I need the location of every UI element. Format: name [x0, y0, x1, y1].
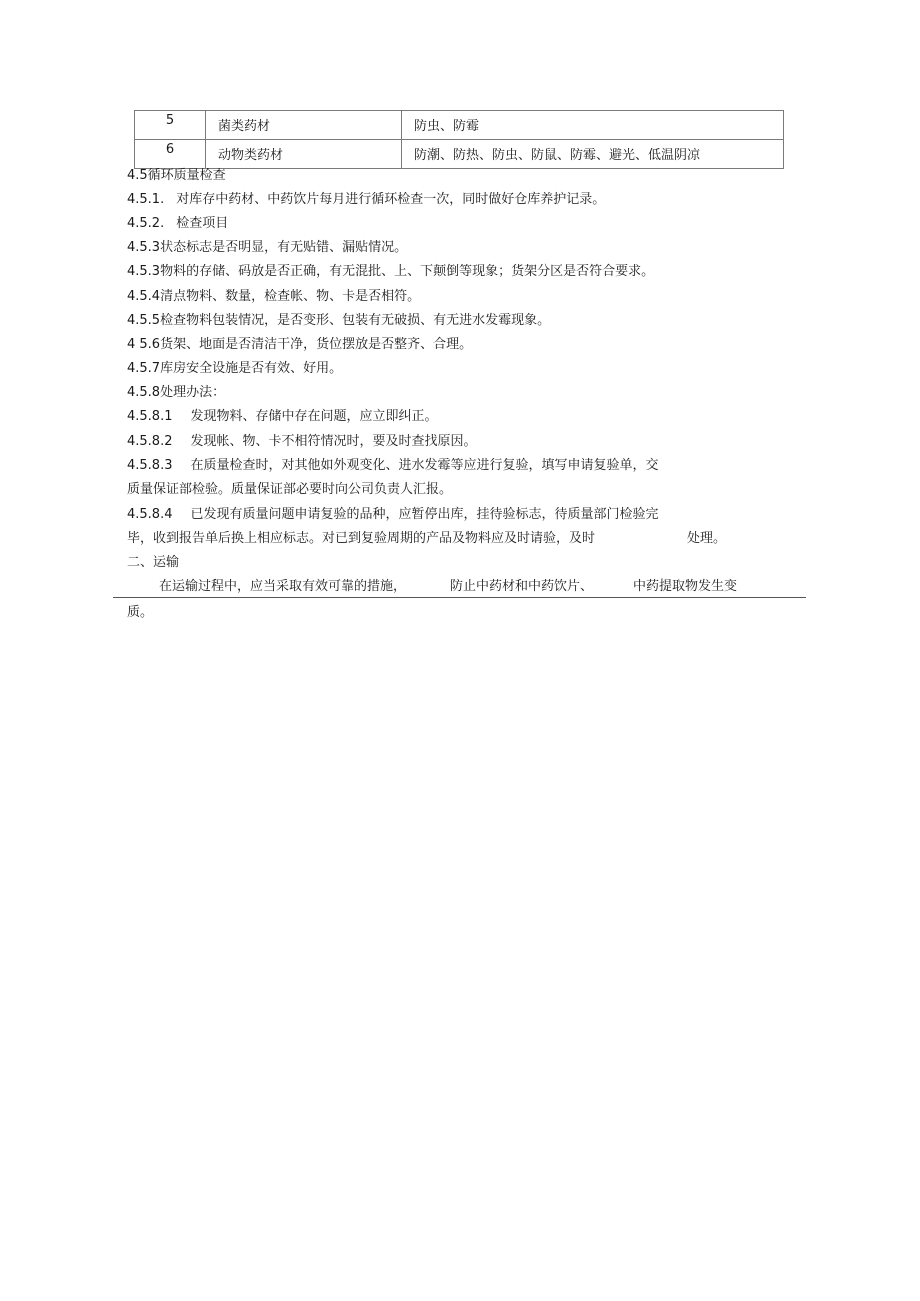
section-heading-4-5: 4.5循环质量检查 — [127, 168, 226, 183]
transport-text-c: 中药提取物发生变 — [633, 579, 738, 594]
clause-text-end: 处理。 — [687, 531, 727, 546]
paragraph-4-5-5: 4.5.5检查物料包装情况，是否变形、包装有无破损、有无进水发霉现象。 — [127, 313, 551, 328]
paragraph-4-5-4: 4.5.4清点物料、数量，检查帐、物、卡是否相符。 — [127, 289, 421, 304]
paragraph-4-5-3a: 4.5.3状态标志是否明显，有无贴错、漏贴情况。 — [127, 240, 408, 255]
clause-text: 检查项目 — [176, 216, 229, 231]
paragraph-4-5-6: 4 5.6货架、地面是否清洁干净，货位摆放是否整齐、合理。 — [127, 337, 473, 352]
paragraph-4-5-7: 4.5.7库房安全设施是否有效、好用。 — [127, 361, 343, 376]
clause-text: 发现帐、物、卡不相符情况时，要及时查找原因。 — [190, 434, 477, 449]
clause-text: 已发现有质量问题申请复验的品种，应暂停出库，挂待验标志，待质量部门检验完 — [190, 507, 659, 522]
material-name: 菌类药材 — [206, 111, 402, 140]
clause-number: 4.5.8.1 — [127, 409, 173, 424]
row-number: 6 — [135, 140, 206, 169]
clause-text: 在质量检查时，对其他如外观变化、进水发霉等应进行复验，填写申请复验单，交 — [190, 458, 659, 473]
section-heading-transport: 二、运输 — [127, 555, 180, 570]
horizontal-rule — [113, 597, 806, 598]
table-row — [135, 140, 784, 169]
clause-text: 发现物料、存储中存在问题，应立即纠正。 — [190, 409, 438, 424]
clause-text: 对库存中药材、中药饮片每月进行循环检查一次，同时做好仓库养护记录。 — [176, 192, 606, 207]
storage-methods-table — [134, 110, 784, 169]
paragraph-transport — [159, 578, 737, 596]
paragraph-transport-cont: 质。 — [127, 605, 154, 620]
paragraph-4-5-8-4 — [127, 506, 659, 524]
paragraph-4-5-8-2 — [127, 433, 477, 451]
paragraph-4-5-8-3 — [127, 457, 659, 475]
storage-method: 防虫、防霉 — [402, 111, 784, 140]
clause-number: 4.5.1. — [127, 192, 165, 207]
row-number: 5 — [135, 111, 206, 140]
paragraph-4-5-8: 4.5.8处理办法： — [127, 385, 226, 400]
paragraph-4-5-1 — [127, 191, 605, 209]
paragraph-4-5-2 — [127, 215, 228, 233]
material-name: 动物类药材 — [206, 140, 402, 169]
paragraph-4-5-8-4-cont — [127, 530, 726, 548]
paragraph-4-5-3b: 4.5.3物料的存储、码放是否正确，有无混批、上、下颠倒等现象；货架分区是否符合要求。 — [127, 264, 655, 279]
paragraph-4-5-8-3-cont: 质量保证部检验。质量保证部必要时向公司负责人汇报。 — [127, 482, 453, 497]
transport-text-a: 在运输过程中，应当采取有效可靠的措施， — [159, 579, 407, 594]
paragraph-4-5-8-1 — [127, 408, 438, 426]
clause-number: 4.5.2. — [127, 216, 165, 231]
table-row — [135, 111, 784, 140]
transport-text-b: 防止中药材和中药饮片、 — [450, 579, 594, 594]
clause-number: 4.5.8.2 — [127, 434, 173, 449]
clause-number: 4.5.8.3 — [127, 458, 173, 473]
clause-number: 4.5.8.4 — [127, 507, 173, 522]
clause-text: 毕，收到报告单后换上相应标志。对已到复验周期的产品及物料应及时请验，及时 — [127, 531, 596, 546]
storage-method: 防潮、防热、防虫、防鼠、防霉、避光、低温阴凉 — [402, 140, 784, 169]
